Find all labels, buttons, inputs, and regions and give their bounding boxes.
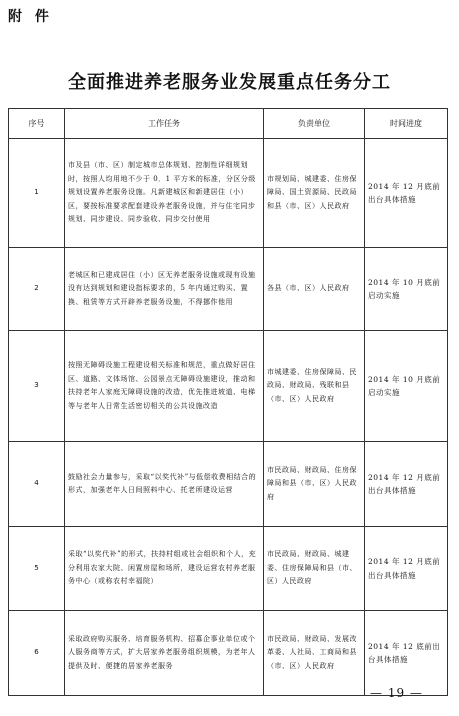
- row-unit: 市民政局、财政局、城建委、住房保障局和县（市、区）人民政府: [264, 527, 365, 611]
- row-task: 鼓励社会力量参与，采取“以奖代补”与低偿收费相结合的形式，加强老年人日间照料中心、托老所建设运营: [65, 442, 264, 527]
- document-title: 全面推进养老服务业发展重点任务分工: [68, 72, 391, 93]
- row-unit: 市民政局、财政局、发展改革委、人社局、工商局和县（市、区）人民政府: [264, 611, 365, 696]
- row-task: 老城区和已建成居住（小）区无养老服务设施或现有设施没有达到规划和建设指标要求的，5 年内通过购买、置换、租赁等方式开辟养老服务设施，不得挪作他用: [65, 248, 264, 331]
- row-time: 2014 年 12 月底前出台具体措施: [365, 442, 448, 527]
- column-header-task: 工作任务: [65, 109, 264, 139]
- row-unit: 市规划局、城建委、住房保障局、国土资源局、民政局和县（市、区）人民政府: [264, 139, 365, 248]
- row-time: 2014 年 10 月底前启动实施: [365, 248, 448, 331]
- row-index: 6: [9, 611, 65, 696]
- row-time: 2014 年 10 月底前启动实施: [365, 331, 448, 442]
- row-index: 4: [9, 442, 65, 527]
- row-unit: 市城建委、住房保障局、民政局、财政局、残联和县（市、区）人民政府: [264, 331, 365, 442]
- row-index: 5: [9, 527, 65, 611]
- table-row: [9, 611, 448, 696]
- column-header-unit: 负责单位: [264, 109, 365, 139]
- page-number: — 19 —: [370, 686, 423, 700]
- table-row: [9, 331, 448, 442]
- table-row: [9, 442, 448, 527]
- row-time: 2014 年 12 底前出台具体措施: [365, 611, 448, 696]
- row-task: 采取政府购买服务、培育服务机构、招募企事业单位或个人服务商等方式，扩大居家养老服务组织规模，为老年人提供及时、便捷的居家养老服务: [65, 611, 264, 696]
- row-time: 2014 年 12 月底前出台具体措施: [365, 139, 448, 248]
- row-time: 2014 年 12 月底前出台具体措施: [365, 527, 448, 611]
- row-task: 市及县（市、区）制定城市总体规划、控制性详细规划时，按照人均用地不少于 0．1 平方米的标准，分区分级规划设置养老服务设施。凡新建城区和新建居住（小）区，要按标准要求配套建设养老服务设施，并与住宅同步规划、同步建设、同步验收、同步交付使用: [65, 139, 264, 248]
- row-unit: 市民政局、财政局、住房保障局和县（市、区）人民政府: [264, 442, 365, 527]
- row-unit: 各县（市、区）人民政府: [264, 248, 365, 331]
- table-row: [9, 527, 448, 611]
- table-row: [9, 139, 448, 248]
- row-index: 1: [9, 139, 65, 248]
- table-row: [9, 248, 448, 331]
- column-header-index: 序号: [9, 109, 65, 139]
- task-table: [8, 108, 448, 696]
- column-header-time: 时间进度: [365, 109, 448, 139]
- table-header-row: [9, 109, 448, 139]
- row-index: 2: [9, 248, 65, 331]
- row-index: 3: [9, 331, 65, 442]
- row-task: 采取“以奖代补”的形式，扶持村组或社会组织和个人，充分利用农家大院、闲置房屋和场所，建设运营农村养老服务中心（或称农村幸福院）: [65, 527, 264, 611]
- row-task: 按照无障碍设施工程建设相关标准和规范，重点做好居住区、道路、文体场馆、公园景点无障碍设施建设，推动和扶持老年人家庭无障碍设施的改造，优先推进坡道、电梯等与老年人日常生活密切相关的公共设施改造: [65, 331, 264, 442]
- attachment-label: 附 件: [8, 9, 53, 25]
